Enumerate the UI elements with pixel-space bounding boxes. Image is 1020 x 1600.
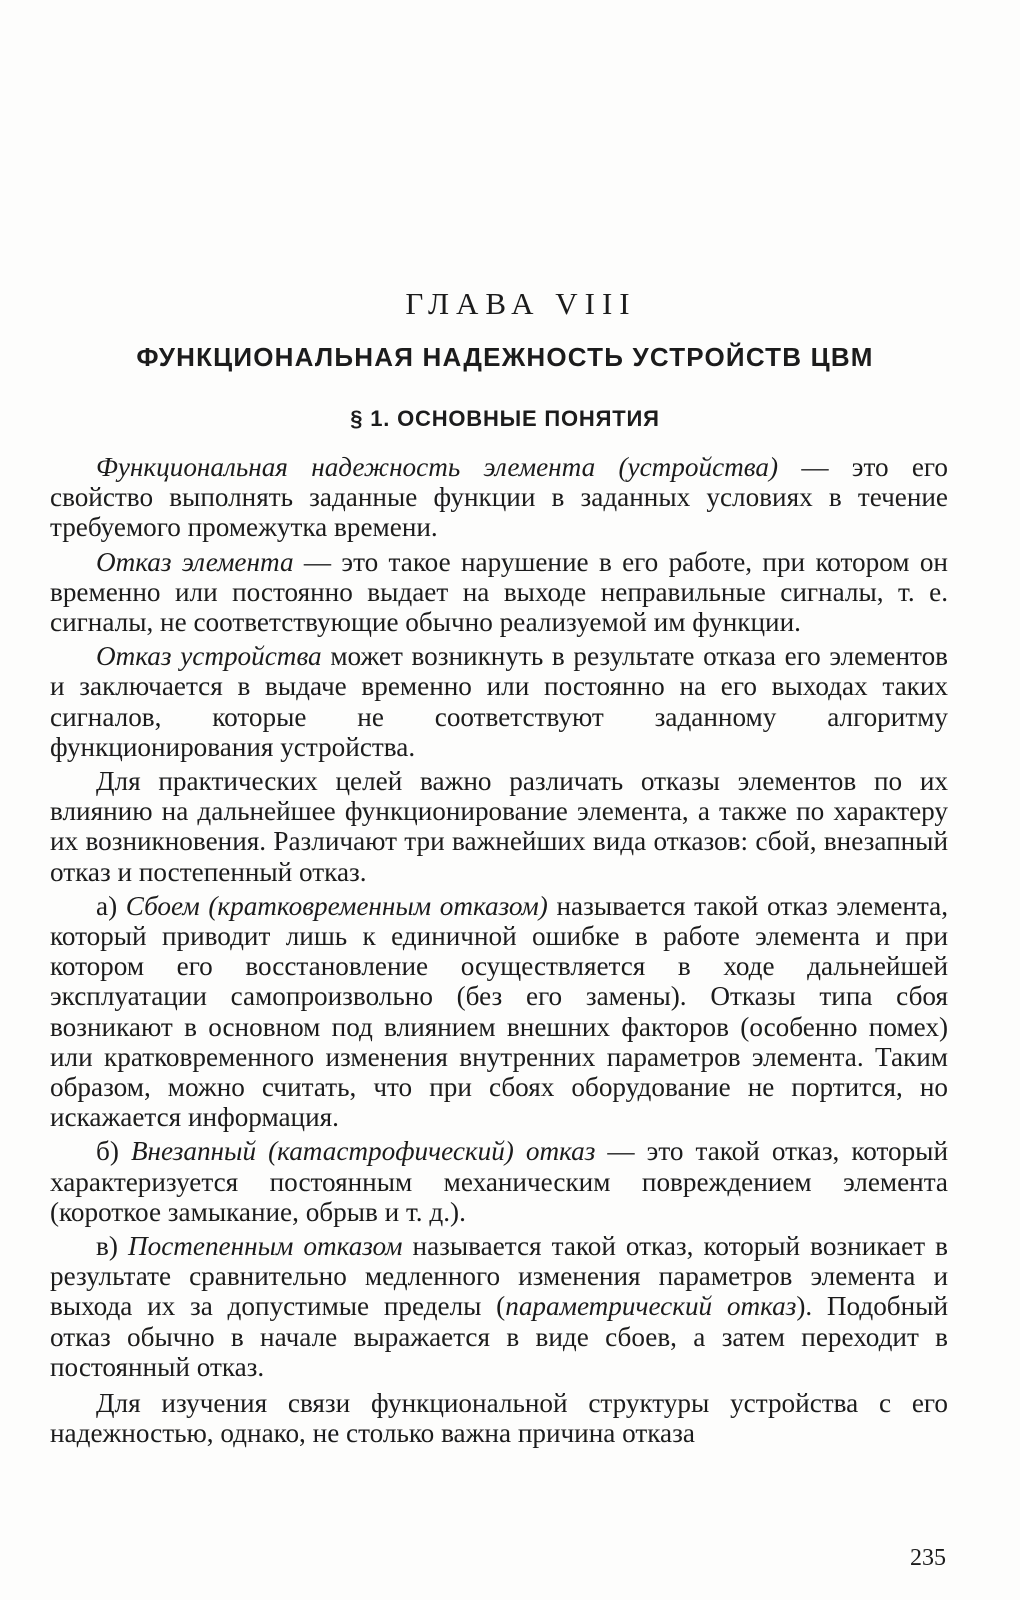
- term-gradual-failure: Постепенным отказом: [127, 1231, 403, 1262]
- list-marker-v: в): [96, 1231, 128, 1262]
- paragraph-structure-reliability: [50, 1388, 948, 1448]
- paragraph-gradual-failure: [50, 1231, 948, 1382]
- paragraph-text: может возникнуть в результате отказа его элементов и заключается в выдаче временно или постоянно на его выходах таких сигналов, которые не соответствуют заданному алгоритму функционирования устройства.: [50, 641, 948, 762]
- term-reliability: Функциональная надежность элемента (устройства): [96, 452, 779, 482]
- page-number: 235: [910, 1545, 946, 1571]
- paragraph-text: — это его свойство выполнять заданные функции в заданных условиях в течение требуемого промежутка времени.: [50, 452, 948, 543]
- term-device-failure: Отказ устройства: [96, 641, 322, 672]
- paragraph-glitch: [50, 891, 948, 1133]
- term-element-failure: Отказ элемента: [96, 546, 294, 577]
- paragraph-text: — это такой отказ, который характеризуется постоянным механическим повреждением элемента (короткое замыкание, обрыв и т. д.).: [50, 1136, 948, 1227]
- paragraph-definition-element-failure: [50, 547, 948, 638]
- term-sudden-failure: Внезапный (катастрофический) отказ: [130, 1136, 596, 1167]
- paragraph-text: — это такое нарушение в его работе, при котором он временно или постоянно выдает на выходе неправильные сигналы, т. е. сигналы, не соответствующие обычно реализуемой им функции.: [50, 546, 948, 638]
- paragraph-text: Для практических целей важно различать отказы элементов по их влиянию на дальнейшее функционирование элемента, а также по характеру их возникновения. Различают три важнейших вида отказов: сбой, внезапный отказ и постепенный отказ.: [50, 766, 948, 887]
- paragraph-text: называется такой отказ, который возникает в результате сравнительно медленного изменения параметров элемента и выхода их за допустимые пределы (: [50, 1231, 948, 1322]
- section-title: § 1. ОСНОВНЫЕ ПОНЯТИЯ: [350, 406, 660, 431]
- term-parametric-failure: параметрический отказ: [505, 1291, 797, 1322]
- chapter-label: ГЛАВА VIII: [405, 286, 637, 321]
- paragraph-text: называется такой отказ элемента, который приводит лишь к единичной ошибке в работе элемента и при котором его восстановление осуществляется в ходе дальнейшей эксплуатации самопроизвольно (без его замены). Отказы типа сбоя возникают в основном под влиянием внешних факторов (особенно помех) или кратковременного изменения внутренних параметров элемента. Таким образом, можно считать, что при сбоях оборудование не портится, но искажается информация.: [50, 890, 949, 1133]
- body-text: [50, 452, 948, 1453]
- list-marker-b: б): [96, 1136, 131, 1167]
- chapter-title: ФУНКЦИОНАЛЬНАЯ НАДЕЖНОСТЬ УСТРОЙСТВ ЦВМ: [136, 342, 874, 372]
- paragraph-text: ). Подобный отказ обычно в начале выражается в виде сбоев, а затем переходит в постоянный отказ.: [50, 1291, 948, 1382]
- paragraph-definition-device-failure: [50, 641, 948, 762]
- paragraph-failure-types: [50, 766, 948, 887]
- paragraph-definition-reliability: [50, 452, 948, 543]
- term-glitch: Сбоем (кратковременным отказом): [125, 890, 548, 921]
- list-marker-a: а): [96, 890, 126, 921]
- paragraph-text: Для изучения связи функциональной структуры устройства с его надежностью, однако, не столько важна причина отказа: [50, 1388, 948, 1449]
- paragraph-sudden-failure: [50, 1136, 948, 1227]
